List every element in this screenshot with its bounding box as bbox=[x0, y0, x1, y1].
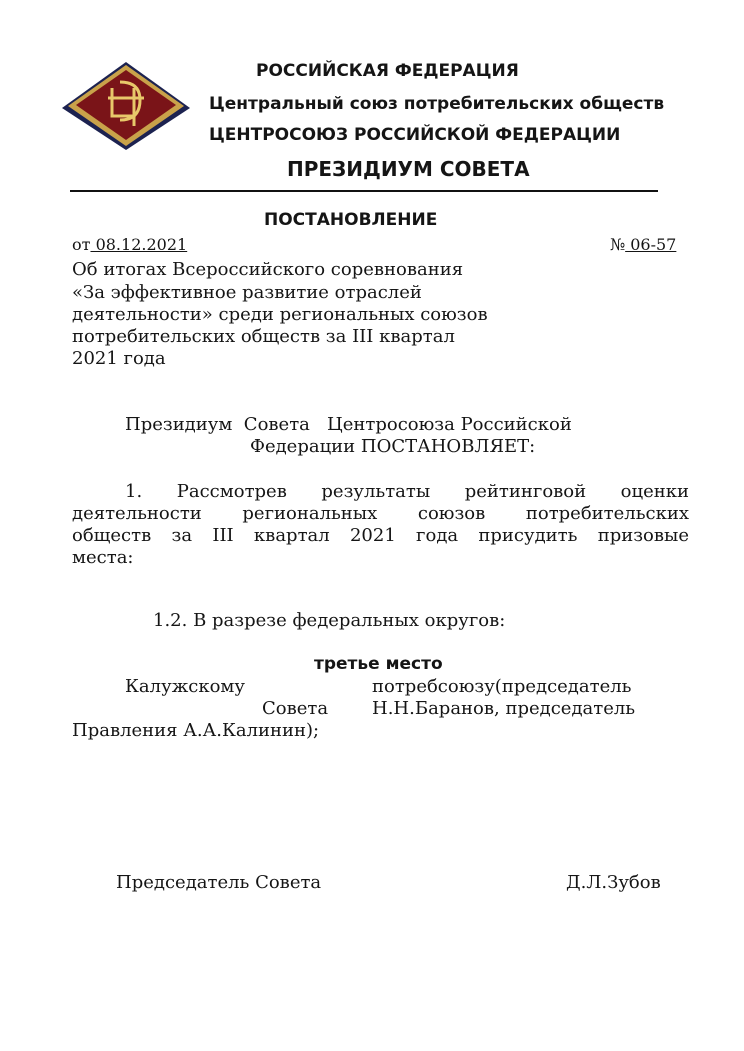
header-divider bbox=[70, 190, 658, 192]
preamble-line-1: Президиум Совета Центросоюза Российской bbox=[125, 414, 572, 435]
date-prefix: от bbox=[72, 235, 91, 254]
para1-line-4: места: bbox=[72, 547, 134, 568]
logo-red-field bbox=[76, 70, 176, 140]
header-org-name: Центральный союз потребительских обществ bbox=[209, 94, 665, 114]
award-line-2b: Н.Н.Баранов, председатель bbox=[372, 698, 636, 719]
preamble-line-2: Федерации ПОСТАНОВЛЯЕТ: bbox=[250, 436, 536, 457]
document-date bbox=[72, 235, 187, 254]
para-1-2: 1.2. В разрезе федеральных округов: bbox=[153, 610, 506, 631]
subject-line-4: потребительских обществ за III квартал bbox=[72, 326, 455, 347]
para1-line-2: деятельности региональных союзов потребительских bbox=[72, 503, 689, 524]
subject-line-3: деятельности» среди региональных союзов bbox=[72, 304, 488, 325]
header-org-short: ЦЕНТРОСОЮЗ РОССИЙСКОЙ ФЕДЕРАЦИИ bbox=[209, 125, 621, 145]
date-value: 08.12.2021 bbox=[90, 235, 188, 254]
award-title: третье место bbox=[314, 654, 443, 674]
award-line-1a: Калужскому bbox=[125, 676, 246, 697]
subject-line-1: Об итогах Всероссийского соревнования bbox=[72, 259, 464, 280]
award-line-1b: потребсоюзу(председатель bbox=[372, 676, 632, 697]
subject-line-2: «За эффективное развитие отраслей bbox=[72, 282, 422, 303]
header-country: РОССИЙСКАЯ ФЕДЕРАЦИЯ bbox=[256, 61, 519, 81]
document-type: ПОСТАНОВЛЕНИЕ bbox=[264, 210, 438, 230]
award-line-2a: Совета bbox=[262, 698, 329, 719]
number-value: 06-57 bbox=[625, 235, 677, 254]
number-prefix: № bbox=[610, 235, 626, 254]
para1-line-1: 1. Рассмотрев результаты рейтинговой оценки bbox=[125, 481, 689, 502]
header-presidium: ПРЕЗИДИУМ СОВЕТА bbox=[287, 157, 530, 181]
centrosoyuz-logo bbox=[60, 60, 192, 152]
para1-line-3: обществ за III квартал 2021 года присудить призовые bbox=[72, 525, 689, 546]
subject-line-5: 2021 года bbox=[72, 348, 166, 369]
document-number bbox=[610, 235, 676, 254]
signature-name: Д.Л.Зубов bbox=[566, 872, 661, 893]
award-line-3: Правления А.А.Калинин); bbox=[72, 720, 320, 741]
signature-role: Председатель Совета bbox=[116, 872, 322, 893]
